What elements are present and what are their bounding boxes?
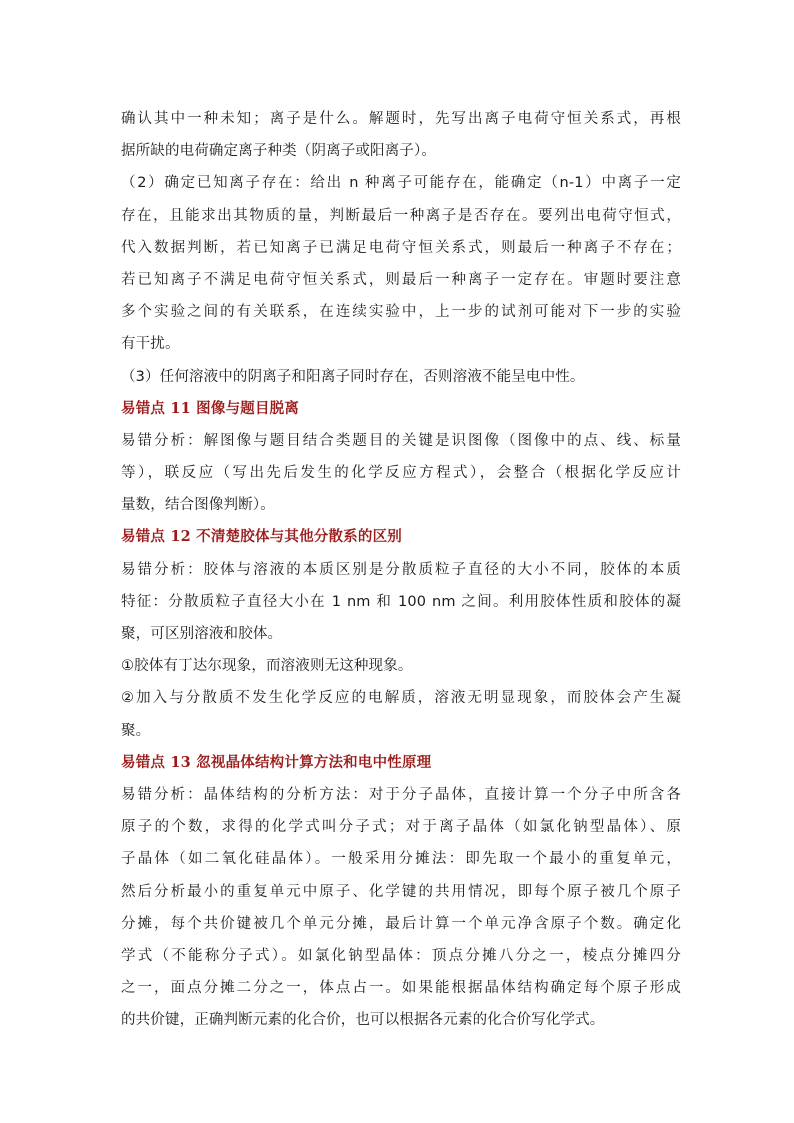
body-text-line: 易错分析：解图像与题目结合类题目的关键是识图像（图像中的点、线、标量 — [121, 432, 681, 449]
body-text-line: 易错分析：胶体与溶液的本质区别是分散质粒子直径的大小不同，胶体的本质 — [121, 561, 681, 578]
body-text-line: 特征：分散质粒子直径大小在 1 nm 和 100 nm 之间。利用胶体性质和胶体的凝 — [121, 593, 681, 610]
body-text-line: ①胶体有丁达尔现象，而溶液则无这种现象。 — [121, 658, 413, 675]
body-text-line: 的共价键，正确判断元素的化合价，也可以根据各元素的化合价写化学式。 — [121, 1012, 605, 1029]
body-text-line: 据所缺的电荷确定离子种类（阴离子或阳离子）。 — [121, 143, 437, 160]
body-text-line: 聚，可区别溶液和胶体。 — [121, 626, 283, 642]
body-text-line: 然后分析最小的重复单元中原子、化学键的共用情况，即每个原子被几个原子 — [121, 883, 681, 900]
section-heading: 易错点 12 不清楚胶体与其他分散系的区别 — [121, 528, 402, 546]
body-text-line: ②加入与分散质不发生化学反应的电解质，溶液无明显现象，而胶体会产生凝 — [121, 690, 681, 707]
body-text-line: 代入数据判断，若已知离子已满足电荷守恒关系式，则最后一种离子不存在； — [121, 239, 681, 256]
section-heading: 易错点 11 图像与题目脱离 — [121, 399, 300, 417]
body-text-line: 子晶体（如二氧化硅晶体）。一般采用分摊法：即先取一个最小的重复单元， — [121, 851, 681, 868]
body-text-line: 量数，结合图像判断）。 — [121, 497, 275, 514]
body-text-line: 多个实验之间的有关联系，在连续实验中，上一步的试剂可能对下一步的实验 — [121, 304, 681, 321]
body-text-line: 确认其中一种未知；离子是什么。解题时，先写出离子电荷守恒关系式，再根 — [121, 111, 681, 127]
body-text-line: 之一，面点分摊二分之一，体点占一。如果能根据晶体结构确定每个原子形成 — [121, 980, 681, 997]
body-text-line: （2）确定已知离子存在：给出 n 种离子可能存在，能确定（n-1）中离子一定 — [121, 175, 681, 192]
body-text-line: （3）任何溶液中的阴离子和阳离子同时存在，否则溶液不能呈电中性。 — [121, 368, 585, 385]
body-text-line: 若已知离子不满足电荷守恒关系式，则最后一种离子一定存在。审题时要注意 — [121, 271, 681, 288]
body-text-line: 有干扰。 — [121, 336, 180, 353]
section-heading: 易错点 13 忽视晶体结构计算方法和电中性原理 — [121, 753, 432, 771]
body-text-line: 易错分析：晶体结构的分析方法：对于分子晶体，直接计算一个分子中所含各 — [121, 786, 681, 803]
body-text-line: 等），联反应（写出先后发生的化学反应方程式），会整合（根据化学反应计 — [121, 465, 681, 482]
body-text-line: 分摊，每个共价键被几个单元分摊，最后计算一个单元净含原子个数。确定化 — [121, 915, 681, 932]
body-text-line: 聚。 — [121, 722, 151, 739]
body-text-line: 学式（不能称分子式）。如氯化钠型晶体：顶点分摊八分之一，棱点分摊四分 — [121, 947, 681, 964]
document-body — [121, 103, 681, 1036]
body-text-line: 原子的个数，求得的化学式叫分子式；对于离子晶体（如氯化钠型晶体）、原 — [121, 819, 681, 836]
body-text-line: 存在，且能求出其物质的量，判断最后一种离子是否存在。要列出电荷守恒式， — [121, 207, 681, 224]
